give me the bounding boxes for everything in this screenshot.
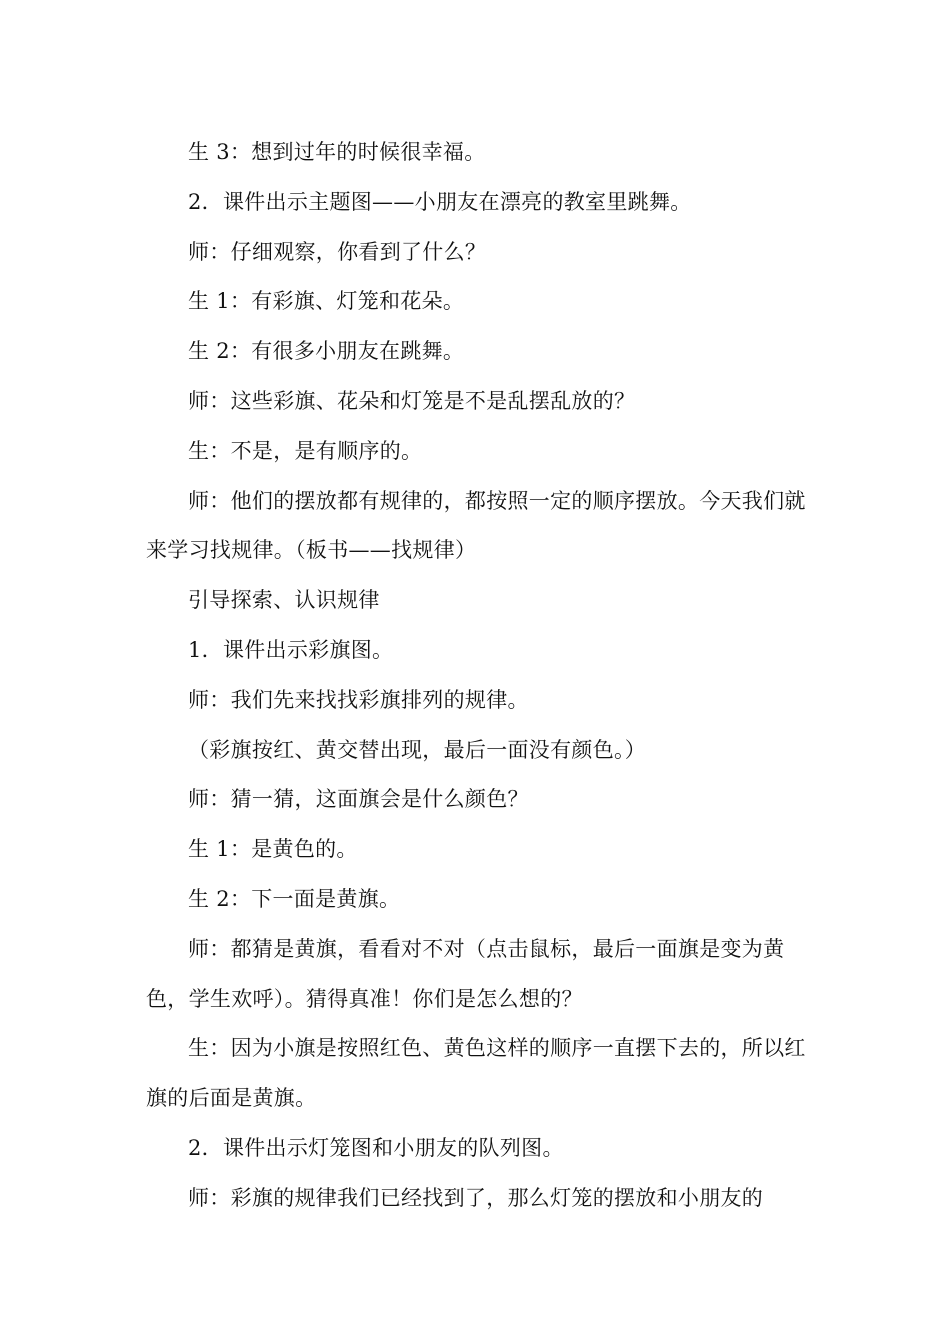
paragraph: 师：他们的摆放都有规律的，都按照一定的顺序摆放。今天我们就来学习找规律。（板书——找规律） bbox=[146, 488, 806, 563]
paragraph: 师：仔细观察，你看到了什么？ bbox=[188, 239, 487, 264]
paragraph: 2．课件出示灯笼图和小朋友的队列图。 bbox=[188, 1135, 564, 1160]
paragraph: 生 3：想到过年的时候很幸福。 bbox=[188, 140, 486, 164]
paragraph: 生：不是，是有顺序的。 bbox=[188, 438, 423, 463]
paragraph: 师：猜一猜，这面旗会是什么颜色？ bbox=[188, 787, 529, 812]
paragraph: 2．课件出示主题图——小朋友在漂亮的教室里跳舞。 bbox=[188, 189, 692, 214]
paragraph: 师：这些彩旗、花朵和灯笼是不是乱摆乱放的？ bbox=[188, 388, 636, 413]
paragraph: 生：因为小旗是按照红色、黄色这样的顺序一直摆下去的，所以红旗的后面是黄旗。 bbox=[146, 1036, 806, 1111]
paragraph: 师：彩旗的规律我们已经找到了，那么灯笼的摆放和小朋友的 bbox=[188, 1185, 764, 1210]
paragraph: 生 1：有彩旗、灯笼和花朵。 bbox=[188, 289, 465, 314]
paragraph: 生 1：是黄色的。 bbox=[188, 837, 358, 862]
document-body bbox=[146, 128, 810, 1224]
paragraph: 生 2：下一面是黄旗。 bbox=[188, 886, 401, 911]
paragraph: 生 2：有很多小朋友在跳舞。 bbox=[188, 339, 465, 364]
paragraph: 师：我们先来找找彩旗排列的规律。 bbox=[188, 687, 529, 712]
section-heading: 引导探索、认识规律 bbox=[188, 588, 380, 613]
paragraph: 1．课件出示彩旗图。 bbox=[188, 637, 394, 662]
paragraph: 师：都猜是黄旗，看看对不对（点击鼠标，最后一面旗是变为黄色，学生欢呼）。猜得真准！你们是怎么想的？ bbox=[146, 936, 785, 1011]
paragraph: （彩旗按红、黄交替出现，最后一面没有颜色。） bbox=[188, 737, 647, 762]
